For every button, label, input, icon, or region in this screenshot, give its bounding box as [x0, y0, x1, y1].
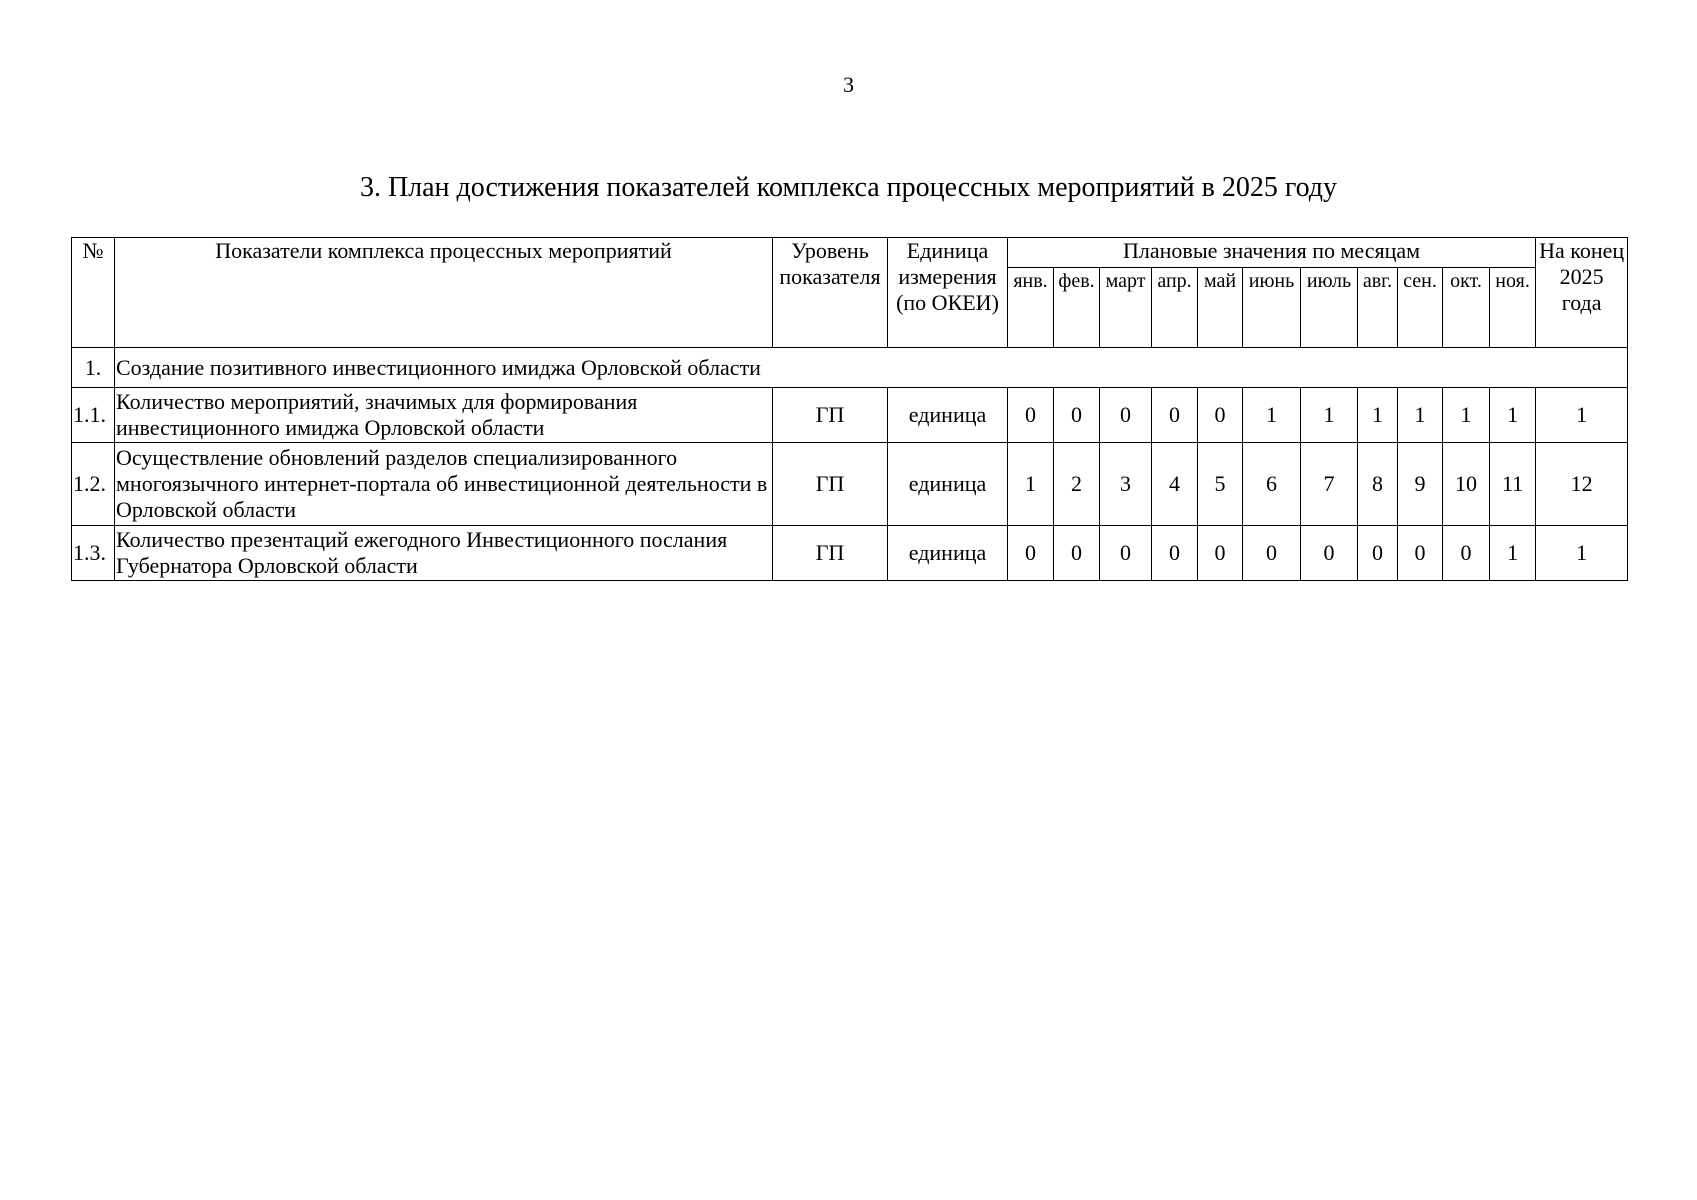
- row-value-nov: 1: [1490, 388, 1536, 443]
- header-month-jul: июль: [1301, 268, 1358, 348]
- header-unit: Единица измерения (по ОКЕИ): [888, 238, 1008, 348]
- row-value-nov: 1: [1490, 526, 1536, 581]
- row-indicator-name: Осуществление обновлений разделов специализированного многоязычного интернет-портала об инвестиционной деятельности в Орловской области: [115, 443, 773, 526]
- header-month-jan: янв.: [1008, 268, 1054, 348]
- row-value-jun: 1: [1243, 388, 1301, 443]
- row-num: 1.2.: [72, 443, 115, 526]
- row-value-oct: 1: [1443, 388, 1490, 443]
- row-value-aug: 8: [1358, 443, 1398, 526]
- header-month-may: май: [1198, 268, 1243, 348]
- row-year-end: 12: [1536, 443, 1628, 526]
- header-indicator: Показатели комплекса процессных мероприятий: [115, 238, 773, 348]
- section-row: [72, 348, 1628, 388]
- row-unit: единица: [888, 526, 1008, 581]
- row-level: ГП: [773, 443, 888, 526]
- row-value-apr: 0: [1152, 388, 1198, 443]
- row-num: 1.1.: [72, 388, 115, 443]
- row-value-mar: 0: [1100, 388, 1152, 443]
- row-value-feb: 0: [1054, 388, 1100, 443]
- row-value-aug: 1: [1358, 388, 1398, 443]
- row-unit: единица: [888, 388, 1008, 443]
- row-value-sep: 1: [1398, 388, 1443, 443]
- header-num: №: [72, 238, 115, 348]
- row-value-apr: 0: [1152, 526, 1198, 581]
- row-value-jan: 0: [1008, 526, 1054, 581]
- row-year-end: 1: [1536, 526, 1628, 581]
- row-indicator-name: Количество мероприятий, значимых для формирования инвестиционного имиджа Орловской области: [115, 388, 773, 443]
- page-number: 3: [843, 72, 854, 97]
- row-value-aug: 0: [1358, 526, 1398, 581]
- row-value-jun: 0: [1243, 526, 1301, 581]
- row-value-feb: 2: [1054, 443, 1100, 526]
- table-row: [72, 526, 1628, 581]
- table-row: [72, 443, 1628, 526]
- header-month-sep: сен.: [1398, 268, 1443, 348]
- row-value-mar: 0: [1100, 526, 1152, 581]
- row-value-jan: 1: [1008, 443, 1054, 526]
- header-month-nov: ноя.: [1490, 268, 1536, 348]
- row-value-feb: 0: [1054, 526, 1100, 581]
- document-title: 3. План достижения показателей комплекса процессных мероприятий в 2025 году: [359, 172, 1338, 203]
- row-value-apr: 4: [1152, 443, 1198, 526]
- header-month-apr: апр.: [1152, 268, 1198, 348]
- row-value-jan: 0: [1008, 388, 1054, 443]
- header-month-aug: авг.: [1358, 268, 1398, 348]
- row-value-oct: 10: [1443, 443, 1490, 526]
- row-value-nov: 11: [1490, 443, 1536, 526]
- row-value-sep: 0: [1398, 526, 1443, 581]
- row-value-jul: 0: [1301, 526, 1358, 581]
- indicators-plan-table: [71, 237, 1628, 581]
- section-title: Создание позитивного инвестиционного имиджа Орловской области: [115, 348, 1628, 388]
- section-num: 1.: [72, 348, 115, 388]
- row-value-may: 0: [1198, 526, 1243, 581]
- row-value-jul: 7: [1301, 443, 1358, 526]
- header-month-mar: март: [1100, 268, 1152, 348]
- row-value-jul: 1: [1301, 388, 1358, 443]
- row-value-oct: 0: [1443, 526, 1490, 581]
- row-level: ГП: [773, 388, 888, 443]
- row-unit: единица: [888, 443, 1008, 526]
- row-value-mar: 3: [1100, 443, 1152, 526]
- row-value-jun: 6: [1243, 443, 1301, 526]
- row-value-may: 0: [1198, 388, 1243, 443]
- row-value-sep: 9: [1398, 443, 1443, 526]
- header-level: Уровень показателя: [773, 238, 888, 348]
- header-month-oct: окт.: [1443, 268, 1490, 348]
- header-month-feb: фев.: [1054, 268, 1100, 348]
- header-monthly-values: Плановые значения по месяцам: [1008, 238, 1536, 268]
- row-level: ГП: [773, 526, 888, 581]
- row-indicator-name: Количество презентаций ежегодного Инвестиционного послания Губернатора Орловской области: [115, 526, 773, 581]
- row-num: 1.3.: [72, 526, 115, 581]
- row-year-end: 1: [1536, 388, 1628, 443]
- row-value-may: 5: [1198, 443, 1243, 526]
- header-year-end: На конец 2025 года: [1536, 238, 1628, 348]
- header-month-jun: июнь: [1243, 268, 1301, 348]
- table-row: [72, 388, 1628, 443]
